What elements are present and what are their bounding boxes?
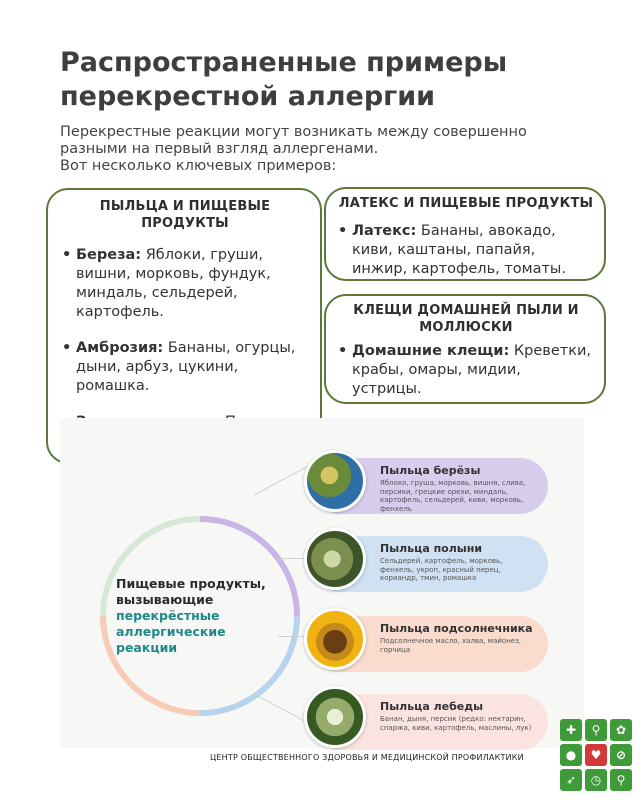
center-line: аллергические <box>116 624 226 639</box>
item-text: Бананы, авокадо, киви, каштаны, папайя, инжир, картофель, томаты. <box>352 223 566 277</box>
list-item <box>62 339 308 396</box>
birch-catkin-photo <box>304 450 366 512</box>
plus-icon: ✚ <box>560 719 582 741</box>
latex-food-card <box>324 187 606 281</box>
center-line: реакции <box>116 640 178 655</box>
runner-icon: ➶ <box>560 769 582 791</box>
alarm-clock-icon: ◷ <box>585 769 607 791</box>
pill-title: Пыльца лебеды <box>380 700 484 713</box>
no-smoking-icon: ⊘ <box>610 744 632 766</box>
heart-pulse-icon: ♥ <box>585 744 607 766</box>
center-line: Пищевые продукты, <box>116 576 266 591</box>
footer-organization: ЦЕНТР ОБЩЕСТВЕННОГО ЗДОРОВЬЯ И МЕДИЦИНСКОЙ ПРОФИЛАКТИКИ <box>210 753 524 762</box>
card-title: ПЫЛЬЦА И ПИЩЕВЫЕ ПРОДУКТЫ <box>99 199 271 231</box>
center-line: вызывающие <box>116 592 214 607</box>
item-label: Амброзия: <box>76 340 164 356</box>
quinoa-photo <box>304 686 366 748</box>
cross-allergy-infographic <box>60 418 584 748</box>
item-label: Латекс: <box>352 223 417 239</box>
pill-title: Пыльца полыни <box>380 542 483 555</box>
intro-line-1: Перекрестные реакции могут возникать между совершенно разными на первый взгляд аллергенами. <box>60 124 527 157</box>
item-label: Береза: <box>76 247 142 263</box>
center-line: перекрёстные <box>116 608 220 623</box>
item-text: Бананы, огурцы, дыни, арбуз, цукини, ромашка. <box>76 340 296 394</box>
pill-title: Пыльца подсолнечника <box>380 622 533 635</box>
magnifier-icon: ⚲ <box>610 769 632 791</box>
card-title: КЛЕЩИ ДОМАШНЕЙ ПЫЛИ И МОЛЛЮСКИ <box>353 303 579 335</box>
dust-mites-shellfish-card <box>324 294 606 404</box>
apple-icon: ● <box>560 744 582 766</box>
pill-text: Банан, дыня, персик (редко: нектарин, спаржа, киви, картофель, маслины, лук) <box>380 715 532 732</box>
item-text: Креветки, крабы, омары, мидии, устрицы. <box>352 343 591 397</box>
item-text: Яблоки, груши, вишни, морковь, фундук, миндаль, сельдерей, картофель. <box>76 247 271 320</box>
list-item <box>338 222 594 279</box>
intro-text <box>60 124 580 175</box>
sunflower-photo <box>304 608 366 670</box>
item-label: Домашние клещи: <box>352 343 510 359</box>
pill-text: Яблоко, груша, морковь, вишня, слива, персики, грецкие орехи, миндаль, картофель, сельдерей, киви, морковь, фенхель <box>380 479 526 513</box>
mites-list <box>338 342 594 399</box>
list-item <box>62 246 308 322</box>
latex-list <box>338 222 594 279</box>
page-title: Распространенные примеры перекрестной аллергии <box>60 47 508 112</box>
intro-line-2: Вот несколько ключевых примеров: <box>60 158 337 174</box>
list-item <box>338 342 594 399</box>
card-title: ЛАТЕКС И ПИЩЕВЫЕ ПРОДУКТЫ <box>338 196 594 211</box>
health-center-logo <box>560 719 632 791</box>
pill-title: Пыльца берёзы <box>380 464 481 477</box>
wormwood-photo <box>304 528 366 590</box>
pill-text: Подсолнечное масло, халва, майонез, горчица <box>380 637 522 654</box>
pill-text: Сельдерей, картофель, морковь, фенхель, укроп, красный перец, кориандр, тмин, ромашка <box>380 557 503 582</box>
bicycle-icon: ⚲ <box>585 719 607 741</box>
wheat-icon: ✿ <box>610 719 632 741</box>
infographic-center-text <box>116 576 286 656</box>
